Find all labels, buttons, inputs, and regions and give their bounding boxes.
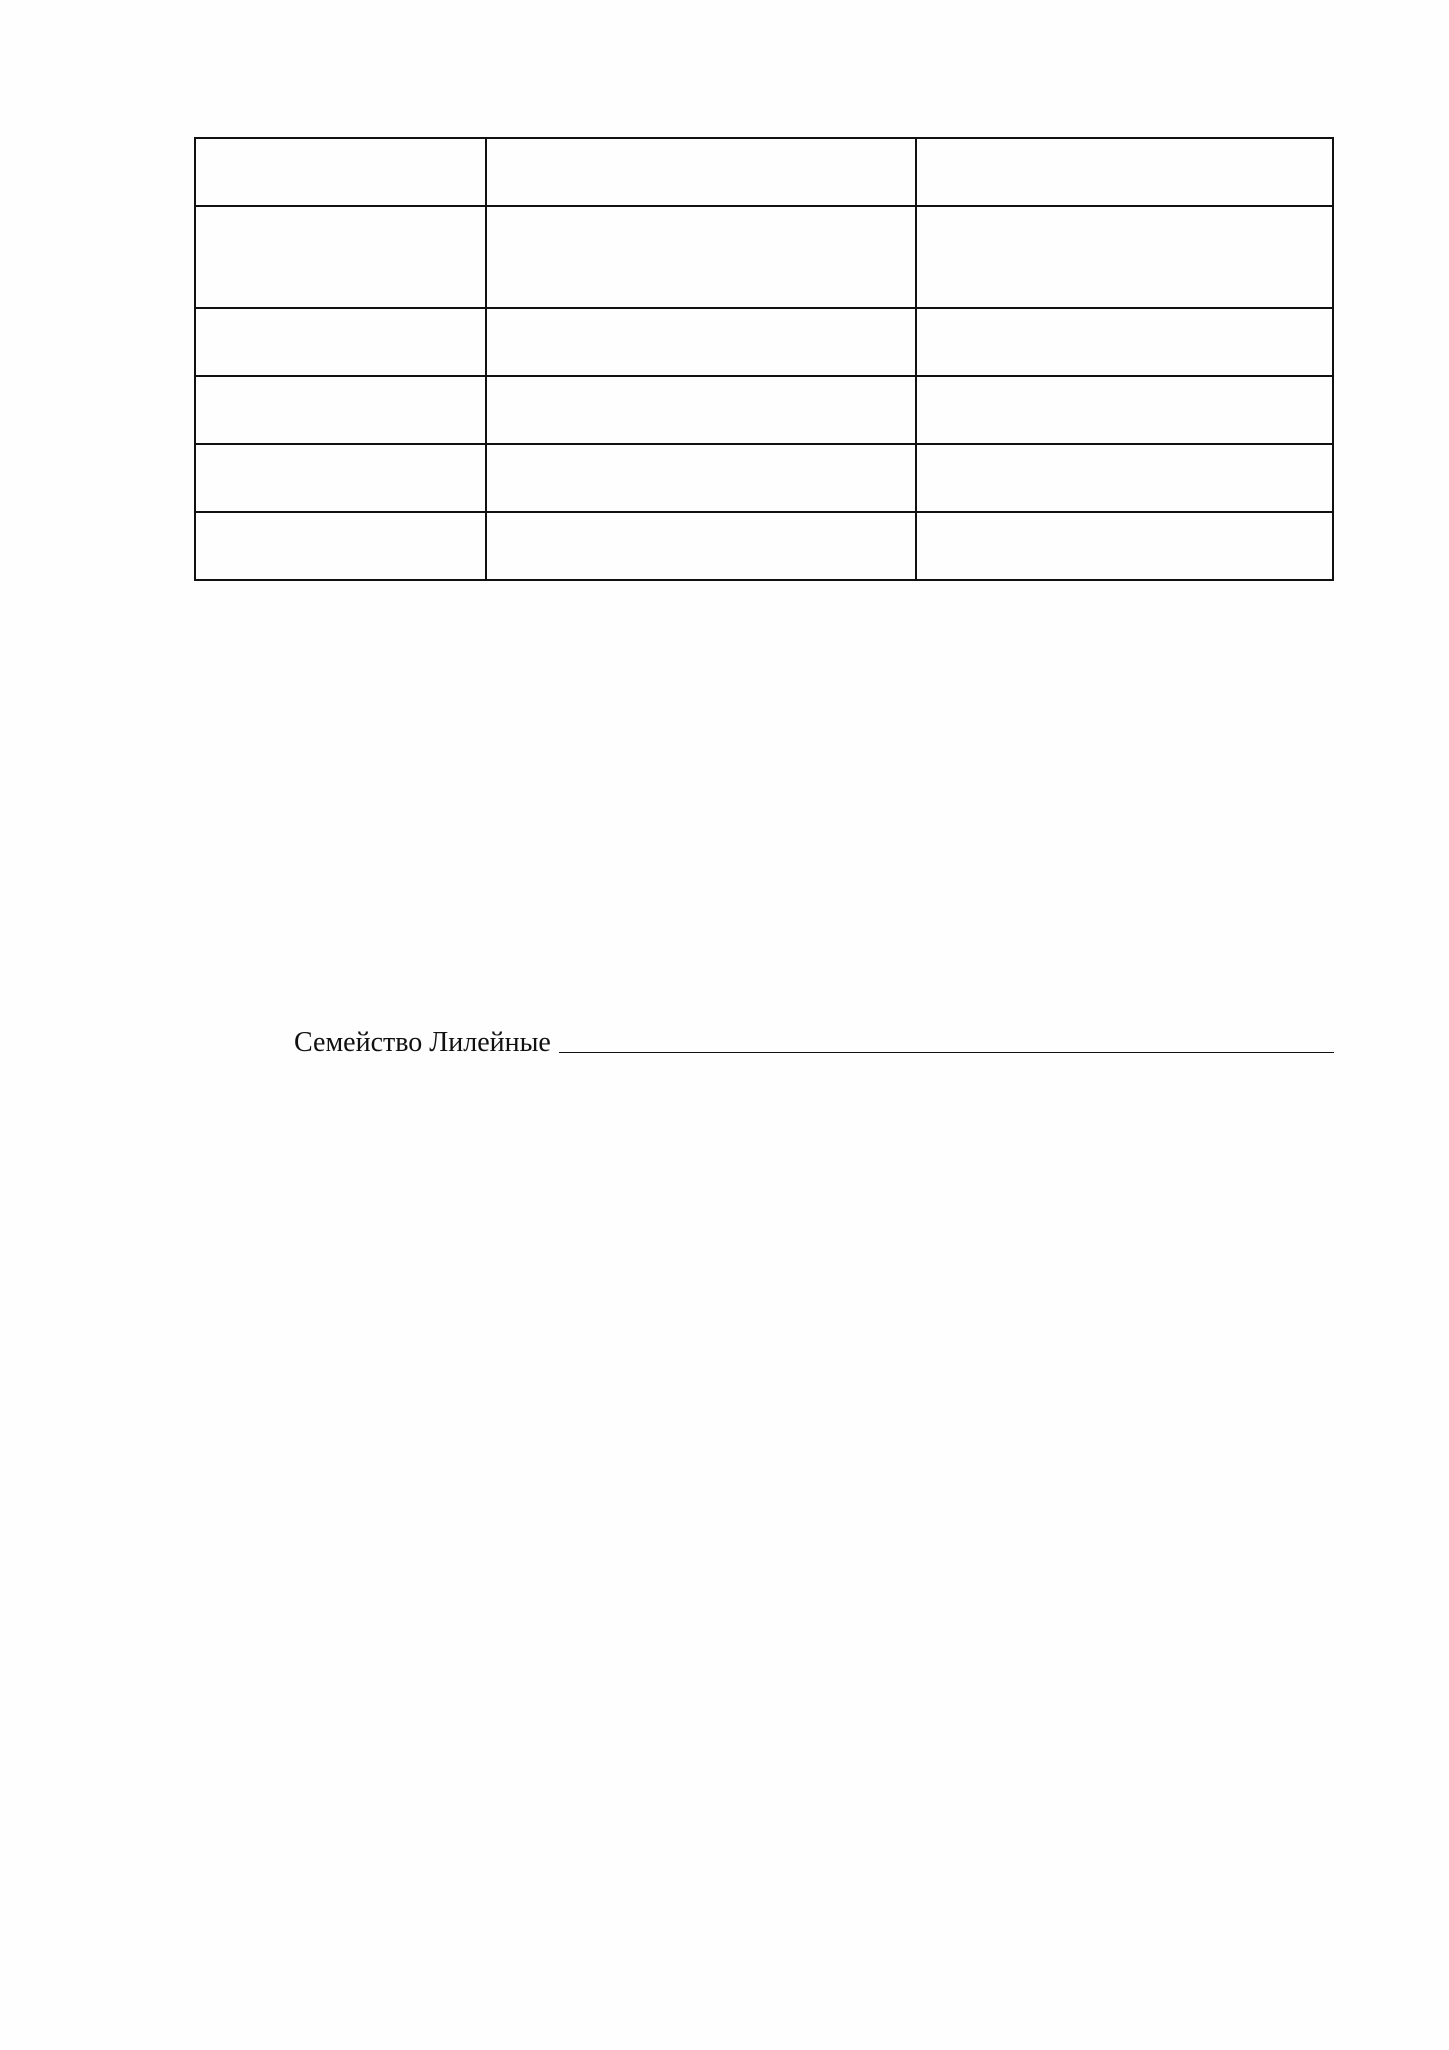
table-cell[interactable] [195, 444, 486, 512]
classification-table [194, 137, 1334, 581]
table-row [195, 444, 1333, 512]
table-row [195, 206, 1333, 308]
table-cell[interactable] [486, 138, 916, 206]
table-cell[interactable] [195, 512, 486, 580]
table-cell[interactable] [916, 308, 1333, 376]
table-row [195, 512, 1333, 580]
table-body [195, 138, 1333, 580]
table-cell[interactable] [916, 376, 1333, 444]
table-cell[interactable] [486, 206, 916, 308]
table-cell[interactable] [486, 376, 916, 444]
table-cell[interactable] [916, 206, 1333, 308]
family-answer-line [294, 1022, 1334, 1063]
table-row [195, 376, 1333, 444]
answer-blank-field[interactable] [559, 1024, 1334, 1053]
table-cell[interactable] [916, 444, 1333, 512]
table-row [195, 308, 1333, 376]
table-row [195, 138, 1333, 206]
table-cell[interactable] [195, 138, 486, 206]
table-cell[interactable] [486, 444, 916, 512]
table-cell[interactable] [195, 308, 486, 376]
family-label: Семейство Лилейные [294, 1027, 551, 1058]
table-cell[interactable] [195, 206, 486, 308]
table-cell[interactable] [486, 308, 916, 376]
table-cell[interactable] [195, 376, 486, 444]
table-cell[interactable] [916, 138, 1333, 206]
table-cell[interactable] [486, 512, 916, 580]
table-cell[interactable] [916, 512, 1333, 580]
